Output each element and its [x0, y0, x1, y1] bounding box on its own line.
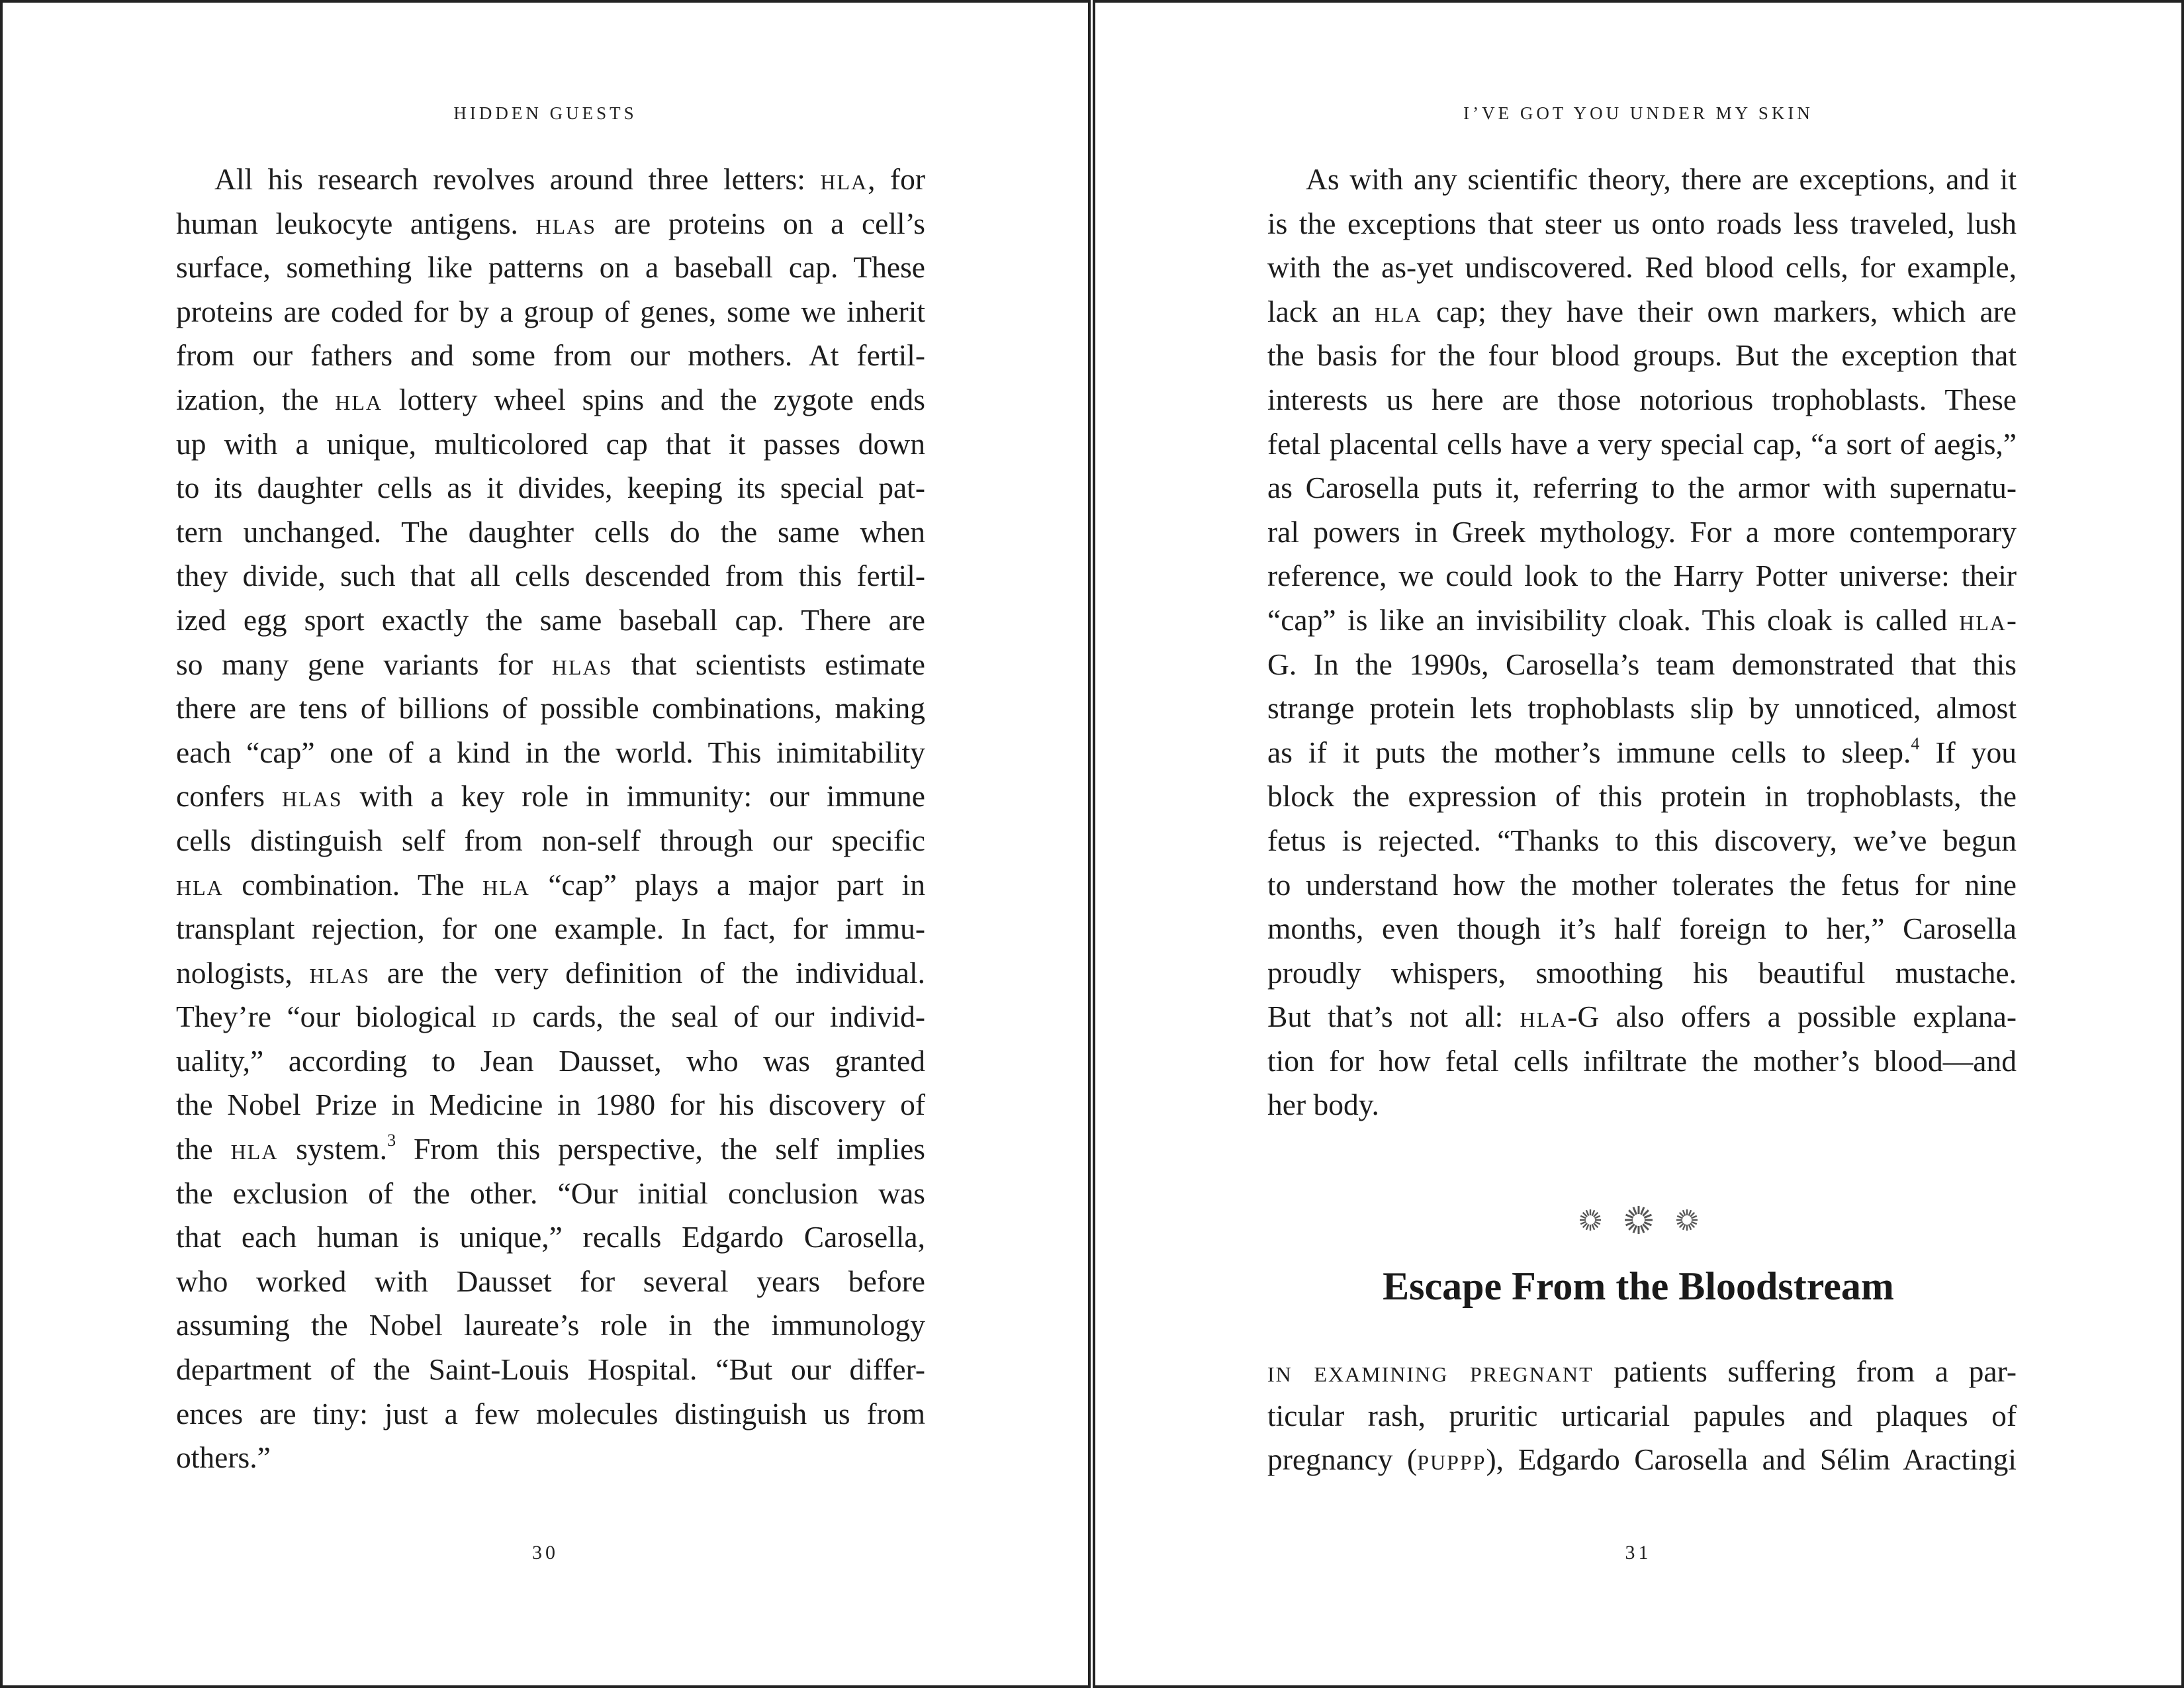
text-line: her body. [1267, 1088, 1379, 1122]
text-line: so many gene variants for hlas that scientists estimate [176, 647, 925, 681]
running-head: HIDDEN GUESTS [453, 103, 637, 123]
text-line: to understand how the mother tolerates the fetus for nine [1267, 867, 2017, 902]
text-line: fetal placental cells have a very special cap, “a sort of aegis,” [1267, 426, 2017, 461]
text-line: interests us here are those notorious trophoblasts. These [1267, 382, 2017, 416]
right-page [1093, 0, 2184, 1688]
text-line: uality,” according to Jean Dausset, who was granted [176, 1043, 925, 1078]
text-line: the Nobel Prize in Medicine in 1980 for his discovery of [176, 1088, 925, 1122]
text-line: tern unchanged. The daughter cells do the same when [176, 514, 925, 549]
text-line: As with any scientific theory, there are exceptions, and it [1306, 162, 2017, 196]
text-line: ences are tiny: just a few molecules distinguish us from [176, 1396, 925, 1430]
body-text [176, 158, 925, 1480]
asterism-icon [1623, 1205, 1654, 1235]
text-line: hla combination. The hla “cap” plays a major part in [176, 867, 925, 902]
text-line: as Carosella puts it, referring to the armor with supernatu- [1267, 471, 2017, 505]
text-line: ral powers in Greek mythology. For a more contemporary [1267, 514, 2017, 549]
text-line: each “cap” one of a kind in the world. This inimitability [176, 735, 925, 769]
text-line: that each human is unique,” recalls Edgardo Carosella, [176, 1220, 925, 1254]
text-line: confers hlas with a key role in immunity: our immune [176, 779, 926, 814]
text-line: All his research revolves around three letters: hla, for [214, 162, 925, 196]
text-line: tion for how fetal cells infiltrate the mother’s blood—and [1267, 1043, 2017, 1078]
text-line: fetus is rejected. “Thanks to this discovery, we’ve begun [1267, 823, 2017, 857]
text-line: proudly whispers, smoothing his beautiful mustache. [1267, 955, 2017, 990]
left-page [0, 0, 1091, 1688]
section-break-ornament [1095, 1205, 2181, 1235]
section-heading: Escape From the Bloodstream [1383, 1264, 1894, 1308]
text-line: human leukocyte antigens. hlas are proteins on a cell’s [176, 206, 925, 240]
text-line: up with a unique, multicolored cap that it passes down [176, 426, 925, 461]
text-line: strange protein lets trophoblasts slip by unnoticed, almost [1267, 691, 2017, 726]
text-line: who worked with Dausset for several years before [176, 1264, 925, 1298]
text-line: nologists, hlas are the very definition of the individual. [176, 955, 926, 990]
text-line: proteins are coded for by a group of genes, some we inherit [176, 294, 925, 328]
text-line: the exclusion of the other. “Our initial conclusion was [176, 1176, 925, 1210]
text-line: to its daughter cells as it divides, keeping its special pat- [176, 471, 925, 505]
text-line: ticular rash, pruritic urticarial papules and plaques of [1267, 1398, 2017, 1432]
text-line: the basis for the four blood groups. But the exception that [1267, 338, 2017, 373]
text-line: in examining pregnant patients suffering from a par- [1267, 1354, 2017, 1388]
text-line: months, even though it’s half foreign to her,” Carosella [1267, 912, 2017, 946]
text-line: reference, we could look to the Harry Potter universe: their [1267, 559, 2017, 593]
text-line: lack an hla cap; they have their own markers, which are [1267, 294, 2017, 328]
text-line: block the expression of this protein in trophoblasts, the [1267, 779, 2017, 814]
text-line: they divide, such that all cells descended from this fertil- [176, 559, 925, 593]
text-line: They’re “our biological id cards, the seal of our individ- [176, 1000, 926, 1034]
text-line: ization, the hla lottery wheel spins and the zygote ends [176, 382, 925, 416]
text-line: there are tens of billions of possible combinations, making [176, 691, 925, 726]
text-line: from our fathers and some from our mothers. At fertil- [176, 338, 925, 373]
asterism-icon [1675, 1208, 1699, 1232]
text-line: pregnancy (puppp), Edgardo Carosella and Sélim Aractingi [1267, 1442, 2017, 1477]
text-line: “cap” is like an invisibility cloak. This cloak is called hla- [1267, 602, 2017, 637]
text-line: cells distinguish self from non-self through our specific [176, 823, 925, 857]
body-text [1267, 158, 2017, 1127]
text-line: G. In the 1990s, Carosella’s team demonstrated that this [1267, 647, 2017, 681]
text-line: the hla system.$^3$ From this perspective, the self implies [176, 1130, 925, 1166]
text-line: department of the Saint-Louis Hospital. “But our differ- [176, 1352, 925, 1387]
section-body-text [1267, 1350, 2017, 1482]
text-line: But that’s not all: hla-G also offers a possible explana- [1267, 1000, 2017, 1034]
text-line: as if it puts the mother’s immune cells to sleep.$^4$ If you [1267, 733, 2017, 769]
text-line: with the as-yet undiscovered. Red blood cells, for example, [1267, 250, 2017, 285]
text-line: ized egg sport exactly the same baseball cap. There are [176, 602, 925, 637]
text-line: others.” [176, 1440, 271, 1475]
asterism-icon [1578, 1208, 1602, 1232]
text-line: assuming the Nobel laureate’s role in the immunology [176, 1308, 925, 1342]
text-line: surface, something like patterns on a baseball cap. These [176, 250, 925, 285]
page-number: 31 [1625, 1542, 1652, 1564]
running-head: I’VE GOT YOU UNDER MY SKIN [1463, 103, 1813, 123]
text-line: transplant rejection, for one example. In fact, for immu- [176, 912, 925, 946]
text-line: is the exceptions that steer us onto roads less traveled, lush [1267, 206, 2017, 240]
page-number: 30 [532, 1542, 559, 1564]
